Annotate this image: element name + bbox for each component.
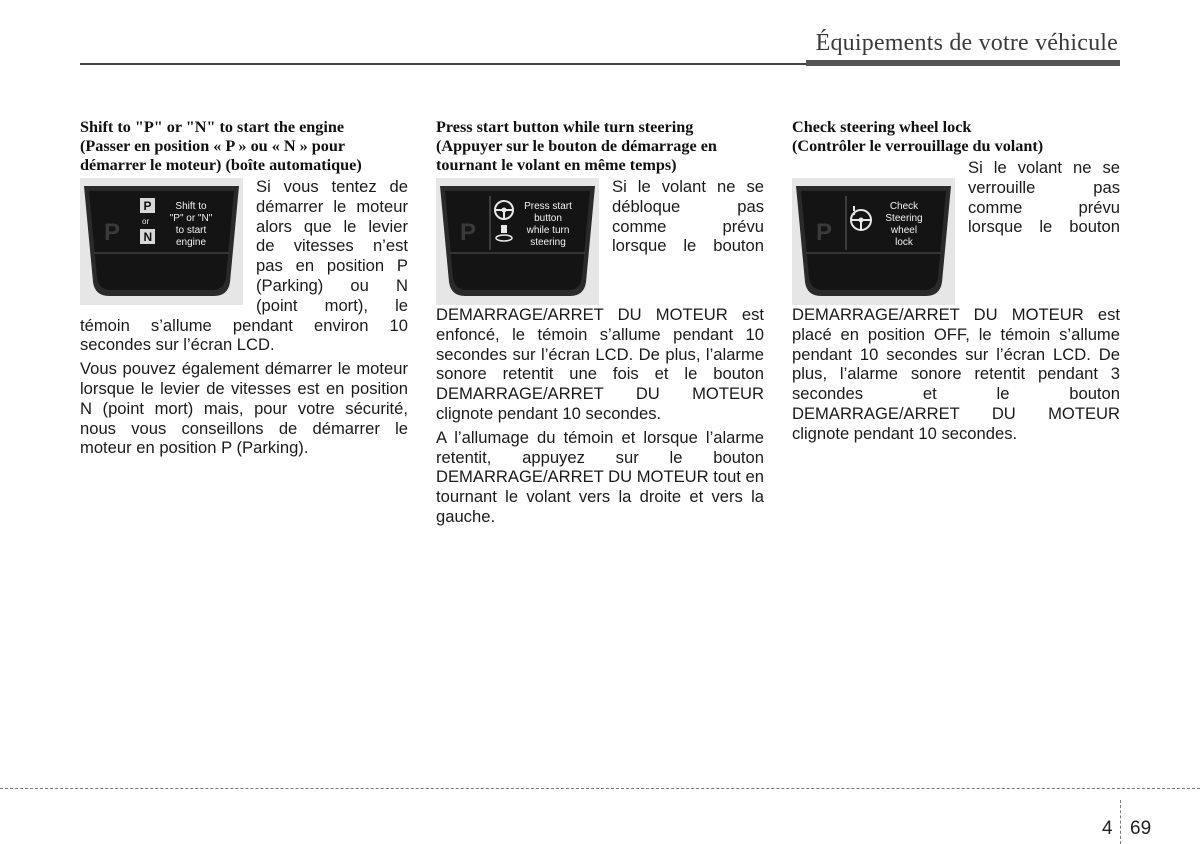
svg-text:to start: to start: [175, 225, 207, 236]
lcd-figure-shift: [80, 178, 243, 305]
section-press-start-turn-steering: [436, 118, 764, 531]
paragraph: Si vous tentez de démarrer le moteur alors que le levier de vitesses n’est pas en position P (Parking) ou N (point mort), le témoin s’allume pendant environ 10 secondes sur l’écran LCD.: [80, 177, 408, 355]
svg-text:P: P: [143, 199, 152, 213]
section-heading: Press start button while turn steering (Appuyer sur le bouton de démarrage en tournant le volant en même temps): [436, 118, 717, 174]
paragraph: Si le volant ne se verrouille pas comme prévu lorsque le bouton DEMARRAGE/ARRET DU MOTEUR est placé en position OFF, le témoin s’allume pendant 10 secondes sur l’écran LCD. De plus, l’alarme sonore retentit pendant 3 secondes et le bouton DEMARRAGE/ARRET DU MOTEUR clignote pendant 10 secondes.: [792, 158, 1120, 443]
svg-text:wheel: wheel: [890, 225, 918, 236]
svg-text:button: button: [534, 213, 562, 224]
ghost-gear-letter: P: [816, 219, 833, 246]
svg-text:Check: Check: [889, 201, 919, 212]
header-rule-accent: [806, 60, 1120, 66]
ghost-gear-letter: P: [460, 219, 477, 246]
ghost-gear-letter: P: [104, 219, 121, 246]
section-heading: Shift to "P" or "N" to start the engine (Passer en position « P » ou « N » pour démarrer le moteur) (boîte automatique): [80, 118, 362, 174]
lcd-display-illustration: [80, 178, 243, 305]
page-number: 69: [1130, 818, 1152, 839]
lcd-display-illustration: [436, 178, 599, 305]
header-rule: [80, 63, 806, 65]
section-check-steering-lock: [792, 118, 1120, 448]
footer-divider: [1120, 800, 1121, 844]
svg-text:Press start: Press start: [524, 201, 572, 212]
svg-text:engine: engine: [175, 237, 207, 248]
lcd-figure-press-start: [436, 178, 599, 305]
svg-text:steering: steering: [530, 237, 566, 248]
paragraph: Vous pouvez également démarrer le moteur lorsque le levier de vitesses est en position N (point mort) mais, pour votre sécurité, nous vous conseillons de démarrer le moteur en position P (Parking).: [80, 359, 408, 458]
paragraph: A l’allumage du témoin et lorsque l’alarme retentit, appuyez sur le bouton DEMARRAGE/ARRET DU MOTEUR tout en tournant le volant vers la droite et vers la gauche.: [436, 427, 764, 526]
svg-text:while turn: while turn: [526, 225, 570, 236]
section-shift-to-start: [80, 118, 408, 462]
svg-text:or: or: [142, 217, 150, 226]
lcd-display-illustration: [792, 178, 955, 305]
svg-text:Steering: Steering: [885, 213, 923, 224]
svg-text:N: N: [143, 230, 153, 244]
section-heading: Check steering wheel lock (Contrôler le verrouillage du volant): [792, 118, 1044, 155]
chapter-number: 4: [1102, 818, 1113, 839]
lcd-figure-check-lock: [792, 178, 955, 305]
paragraph: Si le volant ne se débloque pas comme prévu lorsque le bouton DEMARRAGE/ARRET DU MOTEUR est enfoncé, le témoin s’allume pendant 10 secondes sur l’écran LCD. De plus, l’alarme sonore retentit une fois et le bouton DEMARRAGE/ARRET DU MOTEUR clignote pendant 10 secondes.: [436, 177, 764, 423]
footer-rule: [0, 788, 1200, 789]
page-header-title: Équipements de votre véhicule: [815, 30, 1118, 56]
svg-text:lock: lock: [895, 237, 913, 248]
svg-text:"P" or "N": "P" or "N": [169, 213, 213, 224]
svg-text:Shift to: Shift to: [175, 201, 207, 212]
